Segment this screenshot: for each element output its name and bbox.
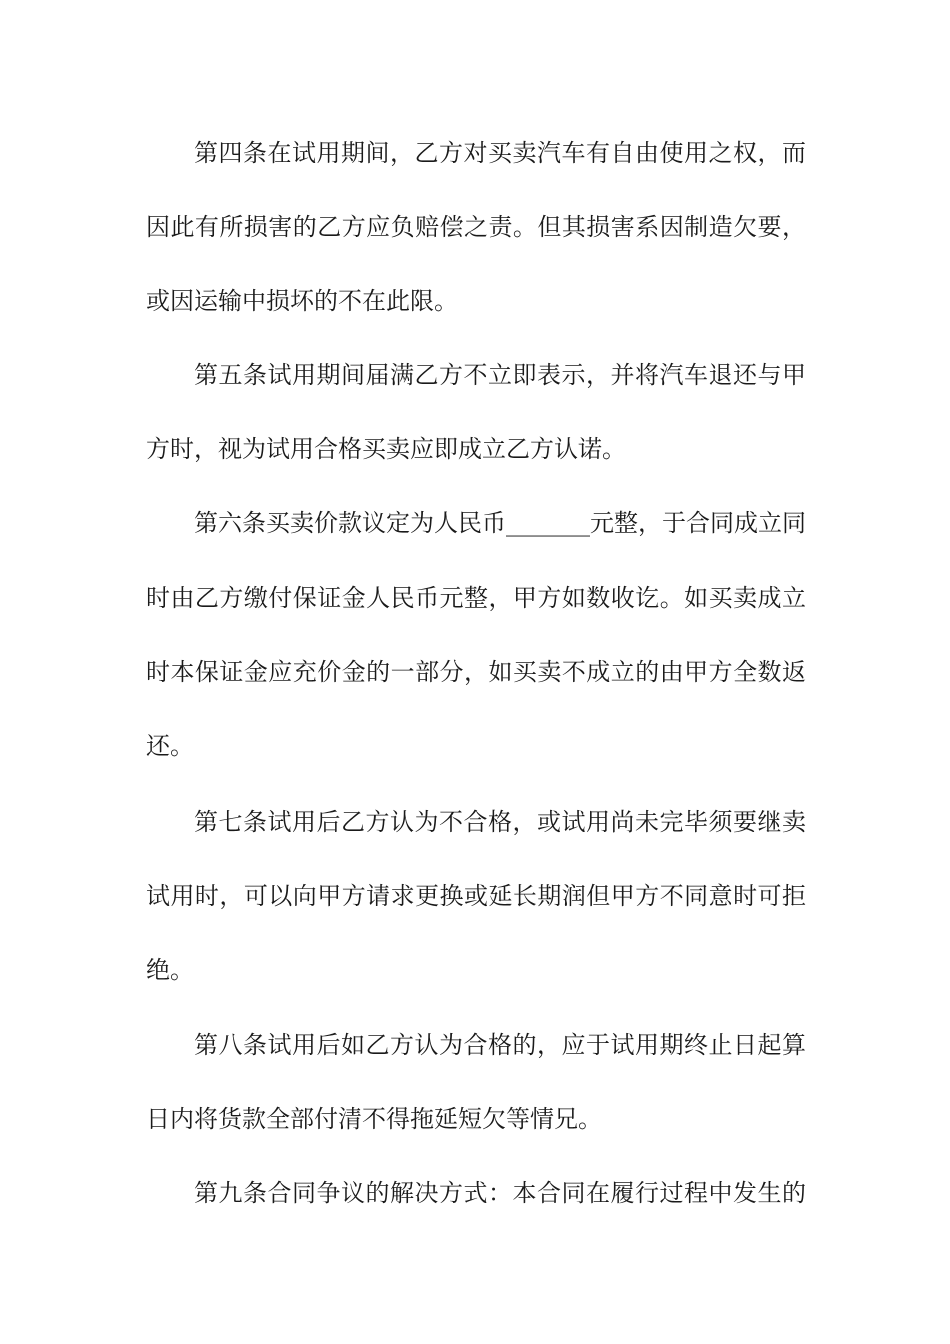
article-4-line-3: 或因运输中损坏的不在此限。 xyxy=(146,287,458,315)
article-5-line-1: 第五条试用期间届满乙方不立即表示，并将汽车退还与甲 xyxy=(194,361,806,389)
article-7-line-1: 第七条试用后乙方认为不合格，或试用尚未完毕须要继卖 xyxy=(194,808,806,836)
article-4-line-1: 第四条在试用期间，乙方对买卖汽车有自由使用之权，而 xyxy=(194,139,806,167)
article-8-line-2: 日内将货款全部付清不得拖延短欠等情兄。 xyxy=(146,1105,602,1133)
article-6-line-3: 时本保证金应充价金的一部分，如买卖不成立的由甲方全数返 xyxy=(146,658,806,686)
article-9-line-1: 第九条合同争议的解决方式：本合同在履行过程中发生的 xyxy=(194,1179,806,1207)
article-6-line-1: 第六条买卖价款议定为人民币_______元整，于合同成立同 xyxy=(194,509,806,537)
article-5-line-2: 方时，视为试用合格买卖应即成立乙方认诺。 xyxy=(146,435,626,463)
article-7-line-2: 试用时，可以向甲方请求更换或延长期润但甲方不同意时可拒 xyxy=(146,882,806,910)
article-8-line-1: 第八条试用后如乙方认为合格的，应于试用期终止日起算 xyxy=(194,1031,806,1059)
article-4-line-2: 因此有所损害的乙方应负赔偿之责。但其损害系因制造欠要， xyxy=(146,213,806,241)
article-6-line-4: 还。 xyxy=(146,732,194,760)
article-6-line-2: 时由乙方缴付保证金人民币元整，甲方如数收讫。如买卖成立 xyxy=(146,584,806,612)
article-7-line-3: 绝。 xyxy=(146,956,194,984)
